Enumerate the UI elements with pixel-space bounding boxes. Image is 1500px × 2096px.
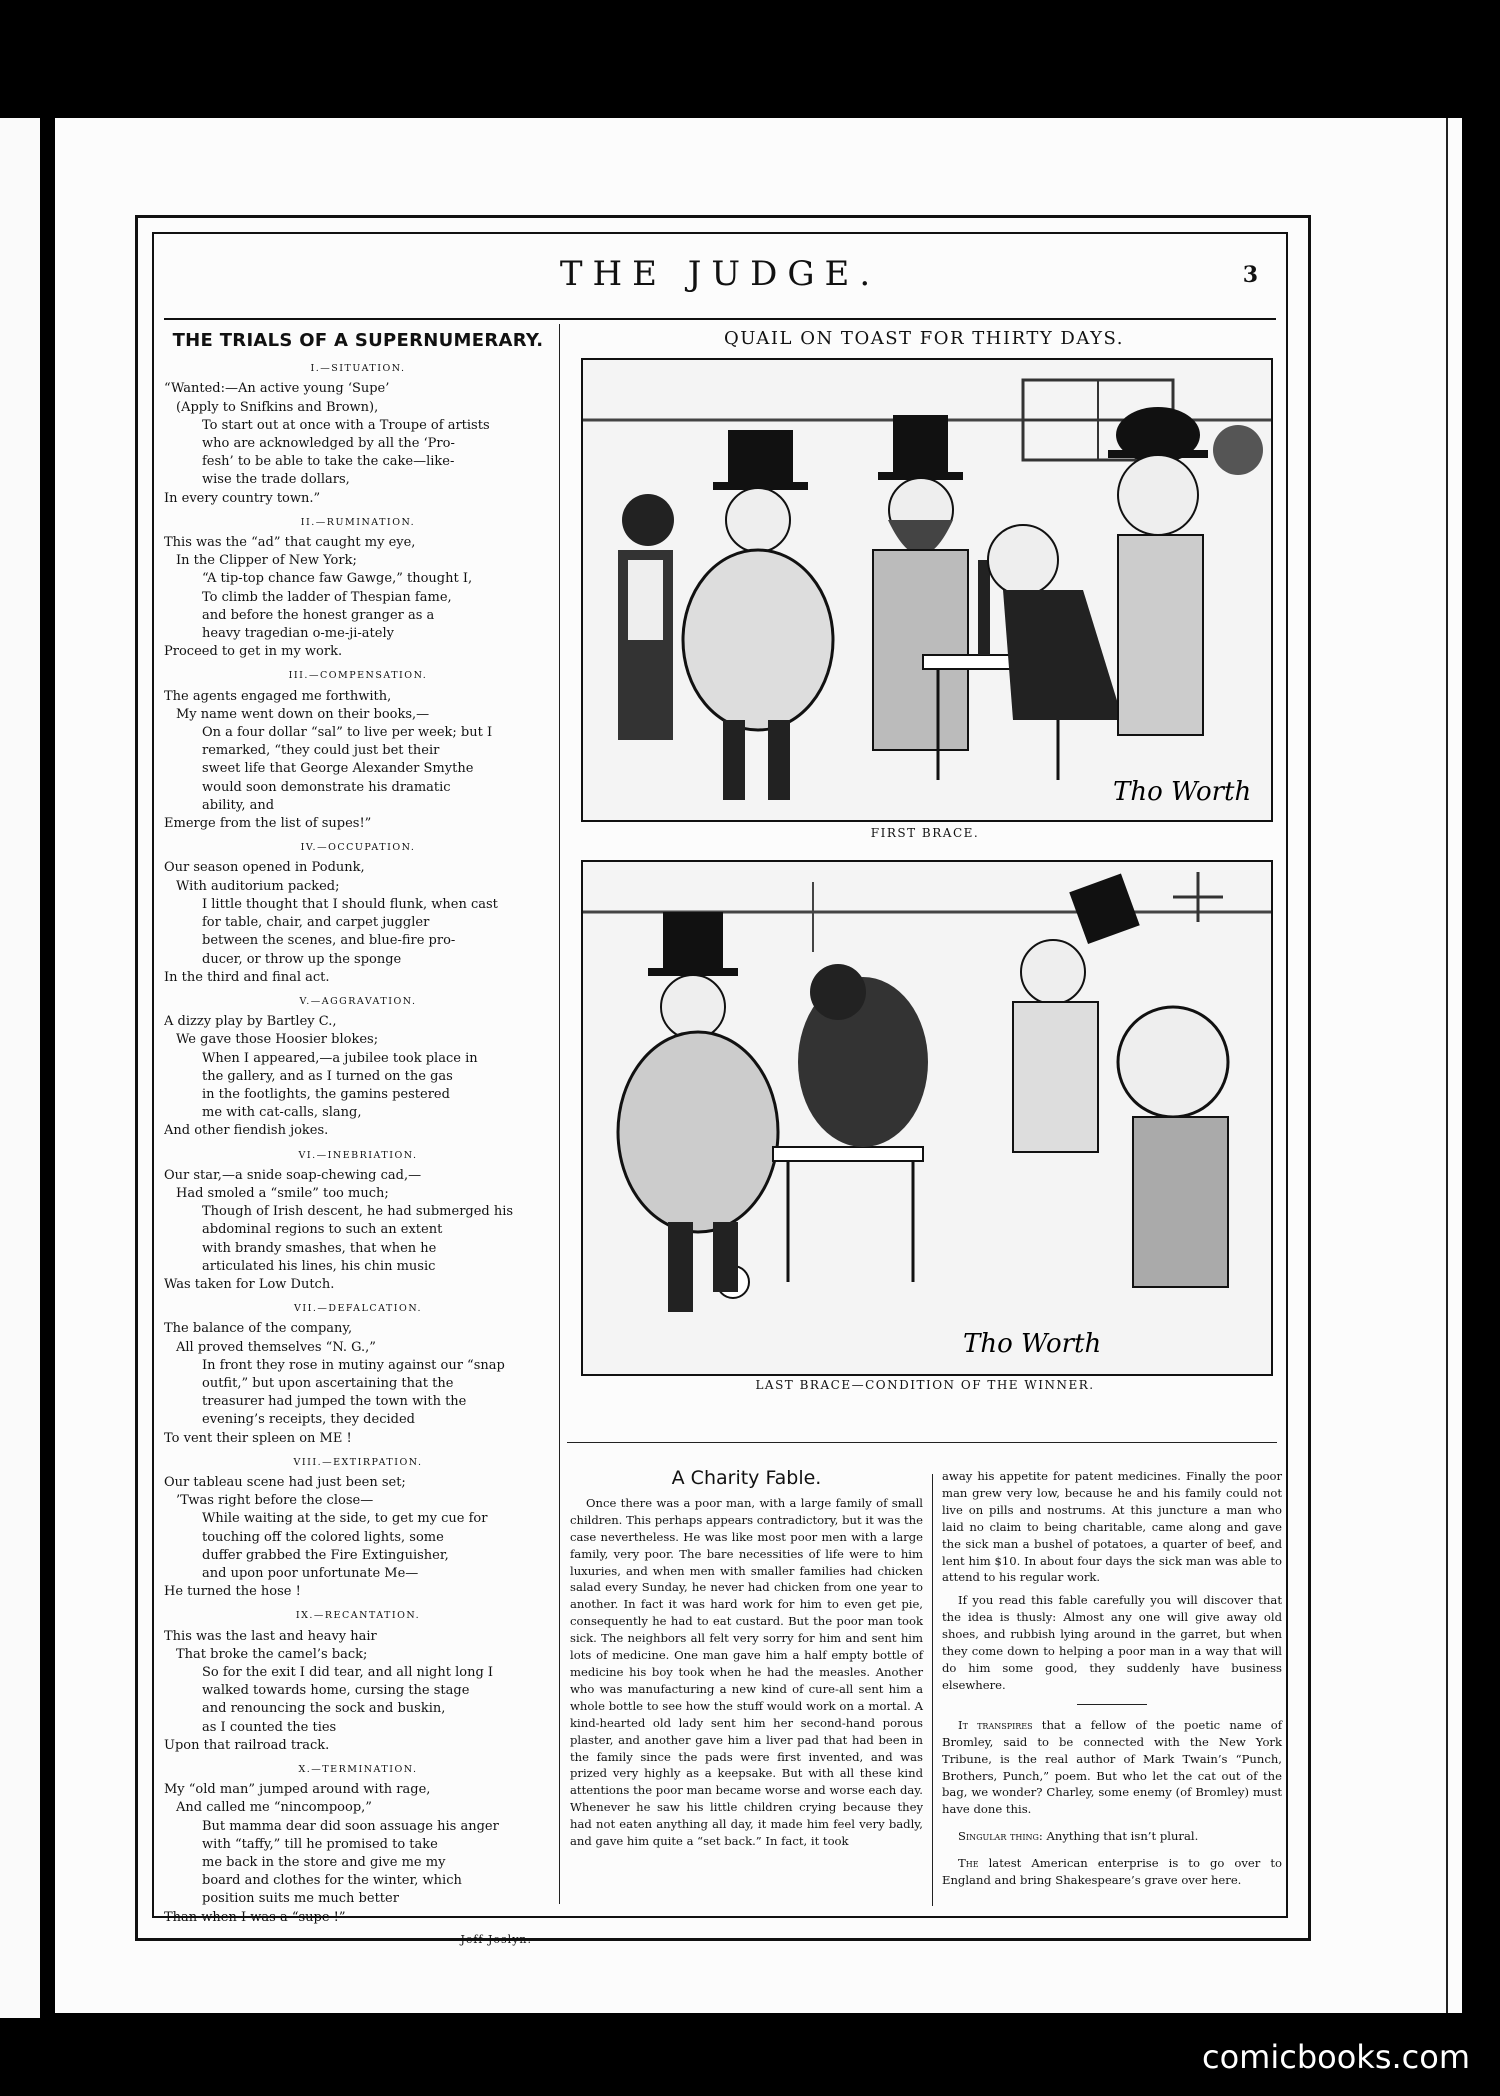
poem-line: ducer, or throw up the sponge — [202, 951, 402, 967]
poem-line: Our tableau scene had just been set; — [164, 1474, 406, 1490]
poem-section-heading: VII.—DEFALCATION. — [293, 1303, 423, 1315]
poem-line: articulated his lines, his chin music — [202, 1258, 436, 1274]
poem-line: board and clothes for the winter, which — [202, 1873, 462, 1889]
poem-line: outfit,” but upon ascertaining that the — [202, 1375, 454, 1391]
poem-line: with brandy smashes, that when he — [202, 1240, 437, 1256]
poem-section-heading: IV.—OCCUPATION. — [300, 842, 416, 854]
fable-top-rule — [567, 1442, 1277, 1443]
poem-title: THE TRIALS OF A SUPERNUMERARY. — [172, 330, 544, 351]
poem-section-heading: VIII.—EXTIRPATION. — [293, 1456, 423, 1468]
poem-section-heading: II.—RUMINATION. — [300, 516, 416, 528]
fable-region — [152, 232, 1288, 1918]
poem-signature: —Jeff Joslyn. — [448, 1932, 532, 1946]
poem-line: “Wanted:—An active young ‘Supe’ — [164, 381, 390, 397]
poem-line: heavy tragedian o-me-ji-ately — [202, 626, 394, 642]
enterprise-body: latest American enterprise is to go over to England and bring Shakespeare’s grave over here. — [942, 1856, 1282, 1888]
cartoon-title: QUAIL ON TOAST FOR THIRTY DAYS. — [724, 328, 1124, 349]
poem-section-heading: V.—AGGRAVATION. — [299, 995, 417, 1007]
poem-line: In the third and final act. — [164, 969, 330, 985]
poem-line: This was the “ad” that caught my eye, — [164, 535, 416, 551]
poem-line: as I counted the ties — [202, 1719, 337, 1735]
poem-line: and renouncing the sock and buskin, — [202, 1701, 446, 1717]
poem-line: We gave those Hoosier blokes; — [176, 1032, 379, 1048]
poem-line: (Apply to Snifkins and Brown), — [176, 399, 379, 415]
poem-line: Our star,—a snide soap-chewing cad,— — [164, 1167, 422, 1183]
fable-moral: If you read this fable carefully you will discover that the idea is thusly: Almost any one will give away old shoes, and rubbish lying around in the garret, but when they come down to helping a poor man in a way that will do him some good, they suddenly have business elsewhere. — [942, 1593, 1282, 1692]
poem-line: “A tip-top chance faw Gawge,” thought I, — [202, 571, 473, 587]
poem-line: But mamma dear did soon assuage his anger — [202, 1818, 499, 1834]
previous-page-edge — [0, 118, 40, 2018]
enterprise-lead: The — [958, 1856, 979, 1871]
poem-line: for table, chair, and carpet juggler — [202, 915, 430, 931]
poem-section-heading: VI.—INEBRIATION. — [298, 1149, 418, 1161]
poem-line: and upon poor unfortunate Me— — [202, 1566, 419, 1581]
poem-line: fesh’ to be able to take the cake—like- — [202, 454, 455, 470]
poem-line: abdominal regions to such an extent — [202, 1222, 443, 1238]
poem-line: The balance of the company, — [164, 1321, 353, 1337]
poem-line: To climb the ladder of Thespian fame, — [202, 589, 452, 605]
fable-title: A Charity Fable. — [671, 1467, 822, 1489]
poem-line: My name went down on their books,— — [176, 706, 430, 722]
singular-lead: Singular thing: — [958, 1829, 1043, 1844]
section-rule — [1077, 1704, 1147, 1705]
poem-line: the gallery, and as I turned on the gas — [202, 1068, 453, 1084]
poem-line: My “old man” jumped around with rage, — [164, 1782, 431, 1798]
artist-signature-first: Tho Worth — [1113, 777, 1252, 807]
poem-line: To vent their spleen on ME ! — [164, 1430, 352, 1446]
masthead-title: THE JUDGE. — [559, 254, 881, 294]
poem-line: walked towards home, cursing the stage — [202, 1683, 470, 1699]
caption-first-brace: FIRST BRACE. — [870, 826, 980, 840]
poem-line: This was the last and heavy hair — [164, 1628, 377, 1644]
poem-line: The agents engaged me forthwith, — [164, 688, 392, 704]
page-number: 3 — [1242, 262, 1258, 288]
poem-line: position suits me much better — [202, 1891, 399, 1907]
poem-section-heading: X.—TERMINATION. — [298, 1764, 418, 1776]
page-edge — [1446, 118, 1462, 2013]
poem-line: touching off the colored lights, some — [202, 1529, 444, 1545]
singular-paragraph — [942, 1828, 1282, 1845]
poem-line: And other fiendish jokes. — [164, 1123, 329, 1139]
singular-body: Anything that isn’t plural. — [1042, 1829, 1199, 1844]
bromley-body: that a fellow of the poetic name of Bromley, said to be connected with the New York Tribune, is the real author of Mark Twain’s “Punch, Brothers, Punch,” poem. But who let the cat out of the bag, we wonder? Charley, some enemy (of Bromley) must have done this. — [942, 1717, 1283, 1817]
poem-line: I little thought that I should flunk, when cast — [202, 896, 498, 912]
poem-line: and before the honest granger as a — [202, 607, 435, 623]
poem-line: While waiting at the side, to get my cue for — [202, 1511, 488, 1527]
poem-line: in the footlights, the gamins pestered — [202, 1086, 450, 1102]
fable-column-2 — [942, 1468, 1282, 1889]
poem-line: So for the exit I did tear, and all night long I — [202, 1665, 494, 1681]
poem-line: wise the trade dollars, — [202, 472, 350, 488]
poem-line: All proved themselves “N. G.,” — [176, 1339, 376, 1355]
poem-line: In the Clipper of New York; — [176, 553, 357, 569]
bromley-paragraph — [942, 1717, 1282, 1818]
poem-line: In every country town.” — [164, 490, 321, 506]
poem-line: To start out at once with a Troupe of artists — [202, 417, 490, 433]
poem-line: In front they rose in mutiny against our “snap — [202, 1357, 505, 1373]
poem-line: ’Twas right before the close— — [176, 1493, 374, 1509]
fable-text-1: Once there was a poor man, with a large family of small children. This perhaps appears contradictory, but it was the case nevertheless. He was like most poor men with a large family, very poor. The bare necessities of life were to him luxuries, and when men with smaller families had chicken salad every Sunday, he never had chicken from one year to another. In fact it was hard work for him to even get pie, consequently he had to eat custard. But the poor man took sick. The neighbors all felt very sorry for him and sent him lots of medicine. One man gave him a half empty bottle of medicine his boy took when he had the measles. Another who was manufacturing a new kind of cure-all sent him a whole bottle to see how the stuff would work on a mortal. A kind-hearted old lady sent him her second-hand porous plaster, and another gave him a liver pad that had been in the family since the pads were first invented, and was prized very highly as a keepsake. But with all these kind attentions the poor man became worse and worse each day. Whenever he saw his little children crying because they had not eaten anything all day, it made him feel very badly, and gave him quite a “set back.” In fact, it took — [570, 1495, 923, 1849]
poem-line: who are acknowledged by all the ‘Pro- — [202, 436, 455, 452]
poem-line: Upon that railroad track. — [164, 1737, 330, 1753]
poem-line: Though of Irish descent, he had submerged his — [202, 1204, 514, 1220]
poem-section-heading: III.—COMPENSATION. — [288, 670, 428, 682]
poem-line: A dizzy play by Bartley C., — [164, 1014, 337, 1030]
fable-column-divider — [932, 1474, 933, 1906]
poem-line: would soon demonstrate his dramatic — [202, 779, 451, 795]
poem-line: ability, and — [202, 797, 275, 813]
bromley-lead: It transpires — [958, 1717, 1033, 1732]
poem-line: between the scenes, and blue-fire pro- — [202, 933, 456, 949]
caption-last-brace: LAST BRACE—CONDITION OF THE WINNER. — [755, 1378, 1095, 1392]
poem-line: evening’s receipts, they decided — [202, 1412, 415, 1428]
artist-signature-last: Tho Worth — [963, 1329, 1102, 1359]
poem-line: Our season opened in Podunk, — [164, 860, 365, 876]
poem-line: Emerge from the list of supes!” — [164, 816, 372, 832]
poem-line: That broke the camel’s back; — [176, 1646, 368, 1662]
poem-line: And called me “nincompoop,” — [176, 1800, 372, 1816]
fable-column-1 — [570, 1467, 923, 1850]
enterprise-paragraph — [942, 1855, 1282, 1889]
poem-line: me back in the store and give me my — [202, 1855, 446, 1871]
poem-line: He turned the hose ! — [164, 1584, 301, 1600]
poem-line: On a four dollar “sal” to live per week; but I — [202, 725, 493, 741]
poem-line: me with cat-calls, slang, — [202, 1105, 362, 1121]
poem-line: Proceed to get in my work. — [164, 644, 343, 660]
fable-text-2: away his appetite for patent medicines. Finally the poor man grew very low, because he and his family could not live on pills and nostrums. At this juncture a man who laid no claim to being charitable, came along and gave the sick man a bushel of potatoes, a quarter of beef, and lent him $10. In about four days the sick man was able to attend to his regular work. — [942, 1469, 1282, 1585]
poem-line: Than when I was a “supe !” — [164, 1909, 346, 1925]
poem-line: sweet life that George Alexander Smythe — [202, 761, 474, 777]
poem-line: Had smoled a “smile” too much; — [176, 1185, 389, 1201]
poem-line: treasurer had jumped the town with the — [202, 1394, 467, 1410]
poem-line: Was taken for Low Dutch. — [164, 1276, 335, 1292]
poem-section-heading: IX.—RECANTATION. — [295, 1610, 421, 1622]
site-watermark: comicbooks.com — [1201, 2038, 1470, 2076]
poem-section-heading: I.—SITUATION. — [310, 363, 406, 375]
poem-line: remarked, “they could just bet their — [202, 743, 440, 759]
poem-line: With auditorium packed; — [176, 878, 340, 894]
poem-line: When I appeared,—a jubilee took place in — [202, 1050, 478, 1066]
poem-line: duffer grabbed the Fire Extinguisher, — [202, 1547, 449, 1563]
poem-line: with “taffy,” till he promised to take — [202, 1836, 438, 1852]
